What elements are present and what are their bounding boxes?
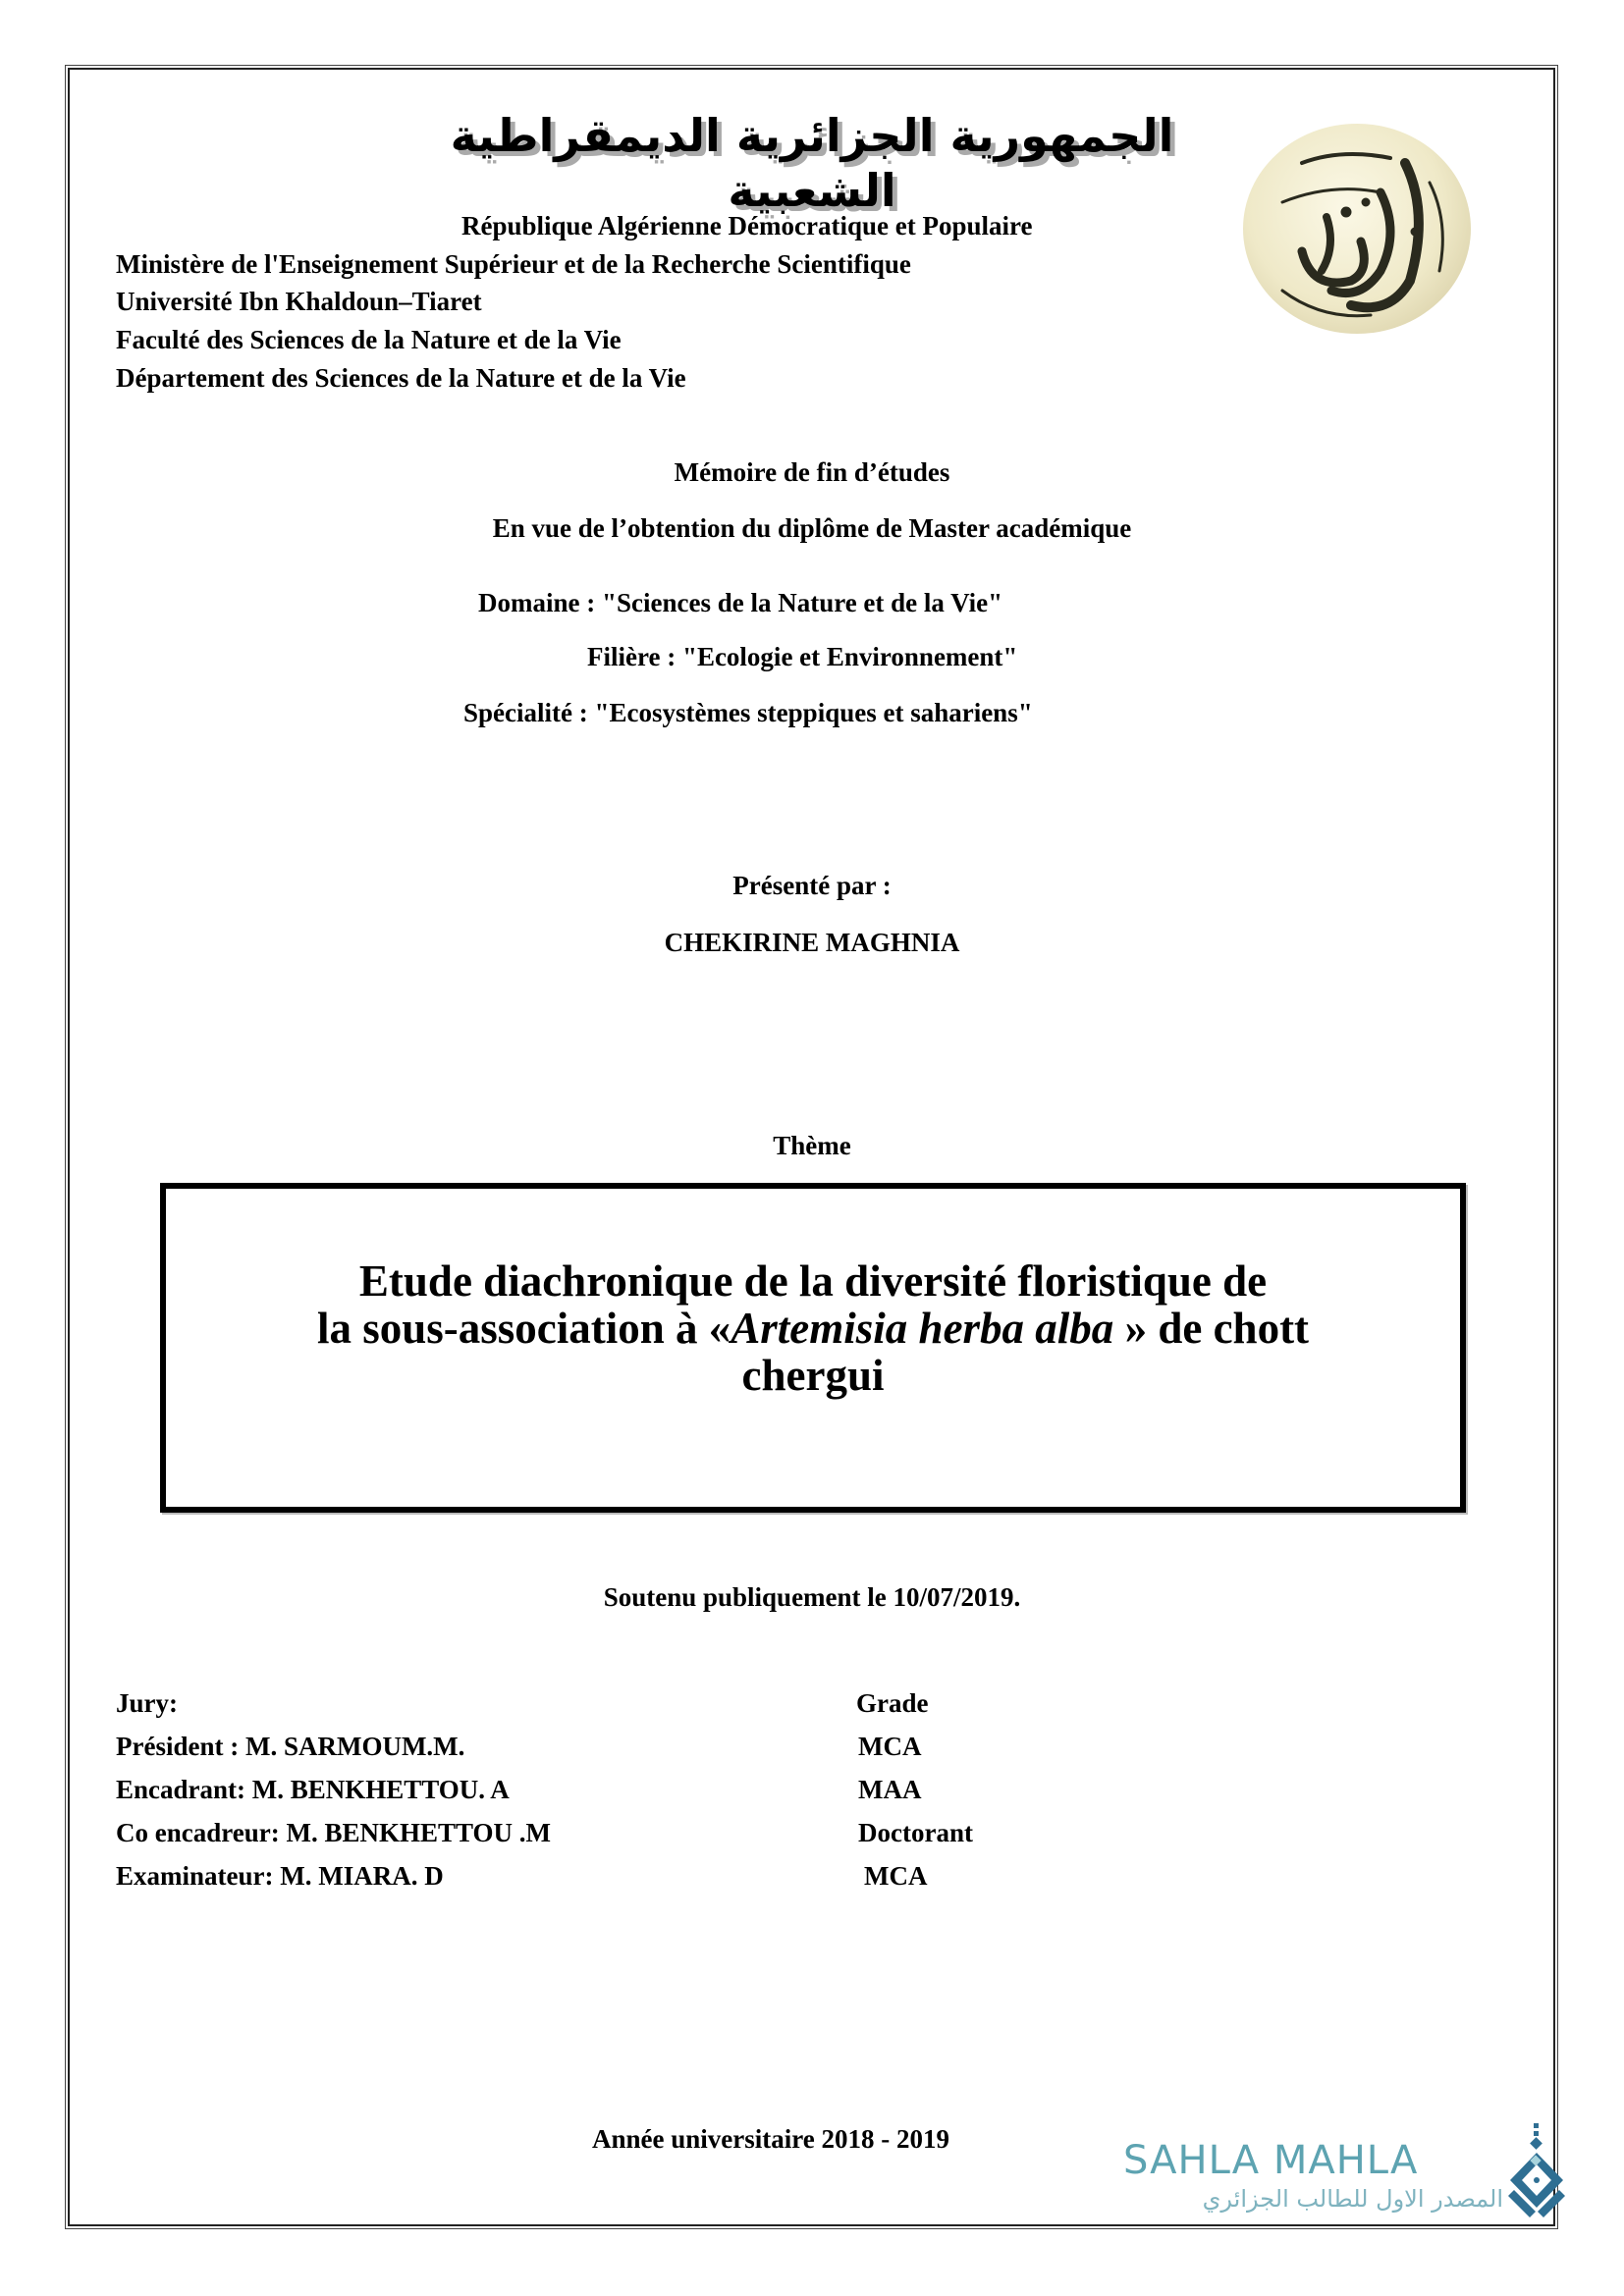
ministry-line: Ministère de l'Enseignement Supérieur et de la Recherche Scientifique [116,249,911,279]
presented-by-label: Présenté par : [732,871,892,900]
jury-grade-co-encadreur: Doctorant [858,1818,973,1847]
university-line: Université Ibn Khaldoun–Tiaret [116,287,482,316]
memoire-subtitle: En vue de l’obtention du diplôme de Master académique [492,513,1132,543]
university-seal-icon [1243,124,1471,334]
grade-label: Grade [856,1688,929,1718]
memoire-title: Mémoire de fin d’études [674,457,950,487]
jury-member-president: Président : M. SARMOUM.M. [116,1732,465,1761]
sahla-mahla-emblem-icon [1506,2121,1567,2234]
domaine-line: Domaine : "Sciences de la Nature et de la Vie" [478,588,1003,617]
sahla-mahla-tagline: المصدر الاول للطالب الجزائري [1202,2185,1503,2213]
republic-line: République Algérienne Démocratique et Populaire [461,211,1033,240]
thesis-title-line-1: Etude diachronique de la diversité floristique de [358,1256,1268,1306]
jury-label: Jury: [116,1688,178,1718]
species-name: Artemisia herba alba [731,1304,1114,1353]
jury-grade-president: MCA [858,1732,922,1761]
filiere-line: Filière : "Ecologie et Environnement" [587,642,1018,671]
thesis-title-line-2 [166,1305,1460,1352]
academic-year: Année universitaire 2018 - 2019 [592,2124,949,2154]
arabic-republic-title: الجمهورية الجزائرية الديمقراطية الشعبية [450,109,1174,217]
department-line: Département des Sciences de la Nature et de la Vie [116,363,686,393]
student-name: CHEKIRINE MAGHNIA [664,928,960,957]
faculty-line: Faculté des Sciences de la Nature et de la Vie [116,325,622,354]
jury-member-encadrant: Encadrant: M. BENKHETTOU. A [116,1775,510,1804]
jury-grade-examinateur: MCA [864,1861,928,1891]
thesis-title-line-2-prefix: la sous-association à « [316,1304,731,1353]
theme-label: Thème [773,1131,851,1160]
defense-date: Soutenu publiquement le 10/07/2019. [603,1582,1021,1612]
sahla-mahla-name: SAHLA MAHLA [1123,2138,1419,2183]
thesis-title-line-3: chergui [741,1351,885,1400]
jury-member-co-encadreur: Co encadreur: M. BENKHETTOU .M [116,1818,551,1847]
jury-grade-encadrant: MAA [858,1775,922,1804]
thesis-title [166,1257,1460,1399]
specialite-line: Spécialité : "Ecosystèmes steppiques et sahariens" [463,698,1033,727]
jury-member-examinateur: Examinateur: M. MIARA. D [116,1861,444,1891]
sahla-mahla-watermark [1123,2133,1555,2226]
thesis-title-line-2-suffix: » de chott [1113,1304,1310,1353]
theme-box [160,1183,1466,1513]
